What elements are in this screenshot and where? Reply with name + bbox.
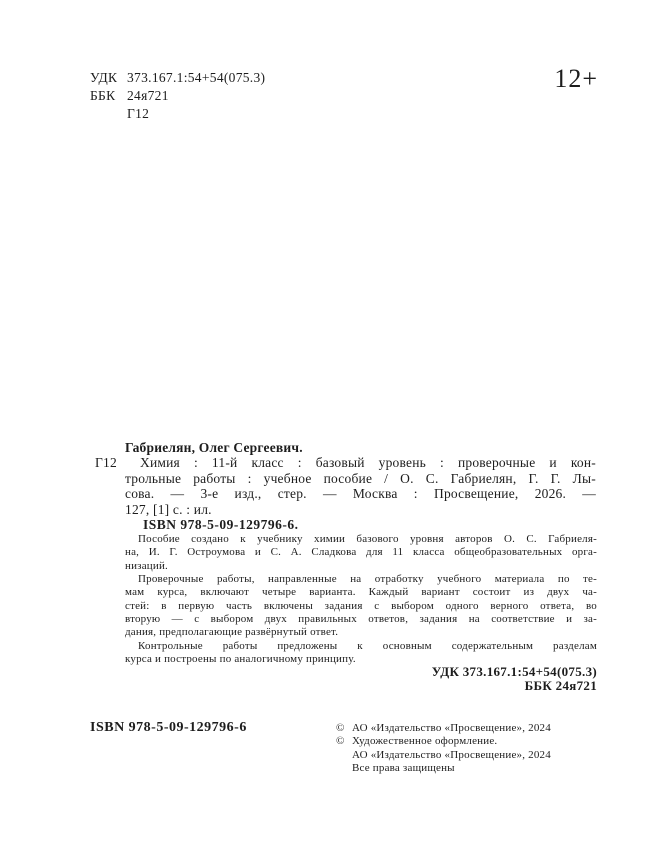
annotation-line: стей: в первую часть включены задания с выбором одного верного ответа, во <box>125 599 597 612</box>
annotation-line: вторую — с выбором двух правильных ответов, задания на соответствие и за- <box>125 613 597 626</box>
bbk-label: ББК <box>90 88 116 103</box>
copyright-sign: © <box>336 722 345 734</box>
bbk-row <box>90 87 265 105</box>
copyright-text: Художественное оформление. <box>352 735 498 748</box>
book-code-row <box>90 105 265 123</box>
udk-label: УДК <box>90 70 118 85</box>
book-code-spacer <box>90 105 127 123</box>
udk-row <box>90 69 265 87</box>
bib-line: сова. — 3-е изд., стер. — Москва : Просвещение, 2026. — <box>125 486 596 502</box>
age-rating-badge: 12+ <box>554 64 598 93</box>
bibliographic-record <box>95 440 596 532</box>
annotation-line: мам курса, включают четыре варианта. Каждый вариант состоит из двух ча- <box>125 586 597 599</box>
book-code: Г12 <box>127 106 150 121</box>
udk-bottom: УДК 373.167.1:54+54(075.3) <box>431 664 597 679</box>
bib-line: Химия : 11-й класс : базовый уровень : проверочные и кон- <box>140 455 596 471</box>
copyright-line <box>336 722 551 735</box>
bib-isbn: ISBN 978-5-09-129796-6. <box>143 517 299 533</box>
copyright-line <box>336 762 551 775</box>
annotation-line: Пособие создано к учебнику химии базового уровня авторов О. С. Габриеля- <box>138 533 597 545</box>
footer-isbn: ISBN 978-5-09-129796-6 <box>90 720 247 735</box>
annotation-line: Контрольные работы предложены к основным содержательным разделам <box>138 639 597 652</box>
annotation-line: Проверочные работы, направленные на отработку учебного материала по те- <box>138 573 597 586</box>
bib-entry-code: Г12 <box>95 455 117 471</box>
annotation-line: дания, предполагающие развёрнутый ответ. <box>125 626 339 639</box>
annotation-block <box>125 533 597 666</box>
annotation-line: на, И. Г. Остроумова и С. А. Сладкова для 11 класса общеобразовательных орга- <box>125 546 597 559</box>
copyright-sign: © <box>336 735 345 748</box>
copyright-line <box>336 749 551 762</box>
bib-entry <box>95 455 596 532</box>
copyright-text: АО «Издательство «Просвещение», 2024 <box>352 722 551 734</box>
copyright-block <box>336 722 551 776</box>
bib-line: трольные работы : учебное пособие / О. С. Габриелян, Г. Г. Лы- <box>125 470 596 486</box>
copyright-line <box>336 735 551 748</box>
bottom-codes-block <box>0 665 597 692</box>
udk-value: 373.167.1:54+54(075.3) <box>127 70 266 85</box>
top-codes-block <box>90 69 265 123</box>
copyright-sign <box>336 762 352 775</box>
author-heading: Габриелян, Олег Сергеевич. <box>125 440 303 455</box>
copyright-text: Все права защищены <box>352 762 455 775</box>
bbk-value: 24я721 <box>127 88 169 103</box>
bib-line: 127, [1] с. : ил. <box>125 501 212 517</box>
annotation-line: низаций. <box>125 559 169 572</box>
bbk-bottom: ББК 24я721 <box>524 677 597 693</box>
annotation-line: курса и построены по аналогичному принципу. <box>125 653 356 666</box>
copyright-text: АО «Издательство «Просвещение», 2024 <box>352 748 551 761</box>
copyright-sign <box>336 749 352 762</box>
